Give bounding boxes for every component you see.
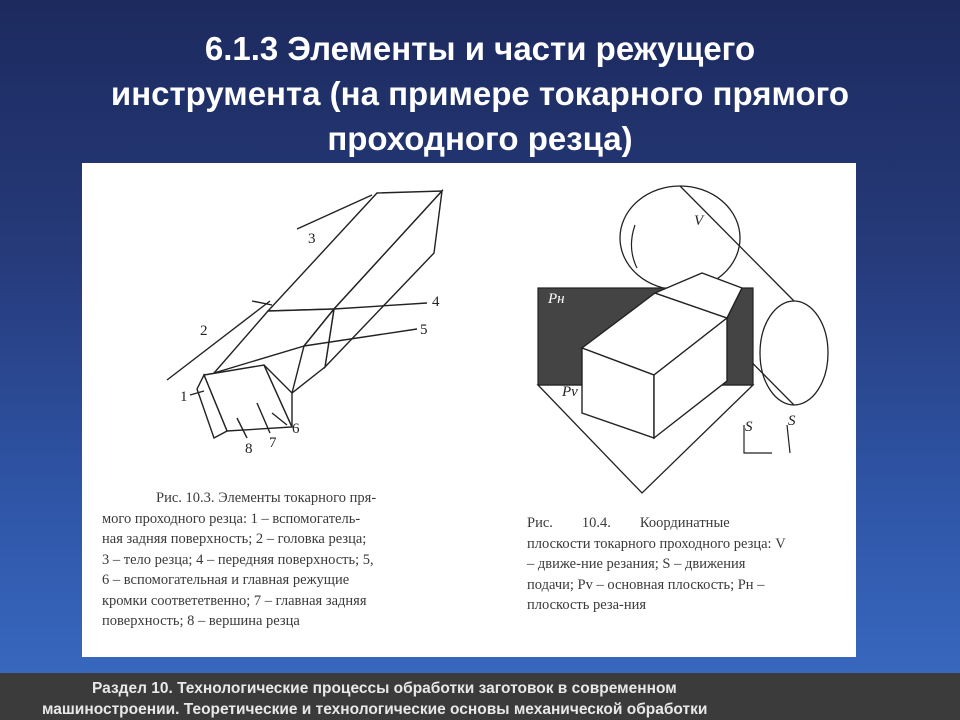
caption-right-line: плоскость реза-ния — [527, 597, 647, 613]
label-s2: S — [788, 413, 796, 429]
caption-right-line: Рис. 10.4. Координатные — [527, 515, 730, 531]
label-pv: Pv — [562, 384, 578, 400]
caption-left-line: 3 – тело резца; 4 – передняя поверхность; 5, — [102, 551, 374, 568]
caption-left-line: 6 – вспомогательная и главная режущие — [102, 572, 350, 588]
cutter-figure — [167, 191, 442, 438]
label-7: 7 — [269, 435, 277, 451]
caption-right-line: подачи; Pv – основная плоскость; Pн – — [527, 576, 765, 593]
label-4: 4 — [432, 294, 440, 310]
label-v: V — [694, 213, 704, 229]
caption-left-line: Рис. 10.3. Элементы токарного пря- — [156, 490, 377, 506]
label-2: 2 — [200, 323, 208, 339]
footer-bar — [0, 673, 960, 720]
label-pn: Pн — [548, 291, 565, 307]
title-line-3: проходного резца) — [327, 120, 633, 157]
figure-caption-right — [527, 513, 819, 616]
caption-left-line: кромки соответетвенно; 7 – главная задняя — [102, 592, 367, 609]
label-s1: S — [745, 419, 753, 435]
figure-caption-left — [102, 488, 458, 632]
footer-line-1: Раздел 10. Технологические процессы обработки заготовок в современном — [92, 680, 677, 697]
label-5: 5 — [420, 322, 428, 338]
label-8: 8 — [245, 441, 253, 457]
label-6: 6 — [292, 421, 300, 437]
caption-right-line: плоскости токарного проходного резца: V — [527, 535, 786, 552]
title-line-2: инструмента (на примере токарного прямого — [110, 75, 850, 112]
footer-line-2: машиностроении. Теоретические и технологические основы механической обработки — [42, 701, 708, 718]
planes-figure — [538, 186, 828, 493]
caption-left-line: поверхность; 8 – вершина резца — [102, 613, 300, 629]
caption-left-line: мого проходного резца: 1 – вспомогатель- — [102, 510, 361, 527]
caption-left-line: ная задняя поверхность; 2 – головка резца; — [102, 531, 367, 547]
slide-title — [40, 26, 920, 161]
figure-panel — [82, 163, 856, 657]
title-line-1: 6.1.3 Элементы и части режущего — [204, 30, 756, 67]
caption-right-line: – движе-ние резания; S – движения — [527, 556, 746, 572]
label-1: 1 — [180, 389, 188, 405]
label-3: 3 — [308, 231, 316, 247]
